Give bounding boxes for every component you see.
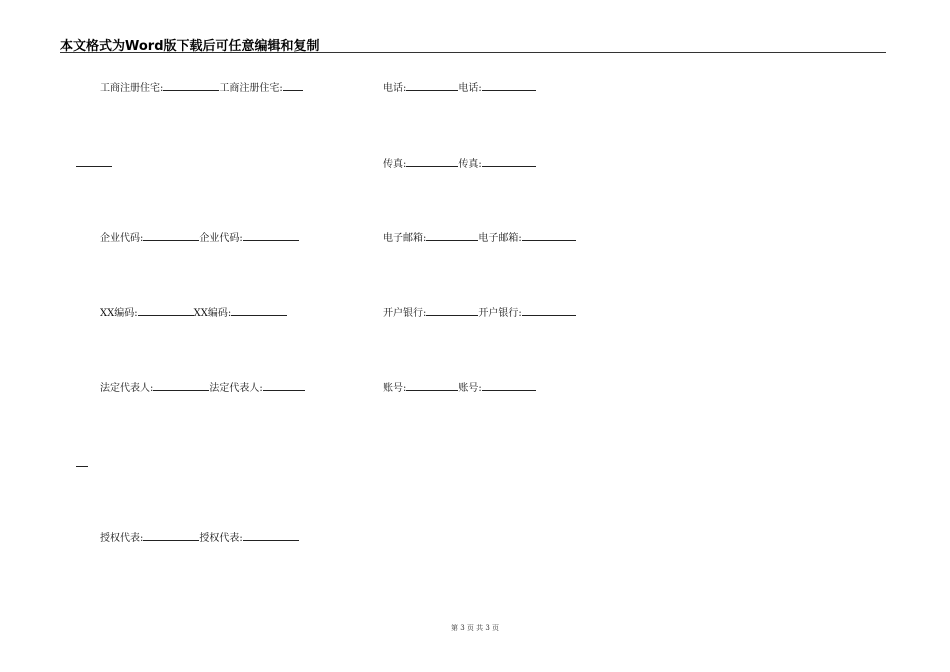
- fax-line: [383, 156, 536, 171]
- email-label-a: 电子邮箱:: [383, 233, 427, 244]
- account-blank-b[interactable]: [482, 380, 536, 391]
- phone-blank-a[interactable]: [406, 80, 458, 91]
- code-label-b: 企业代码:: [199, 233, 243, 244]
- address-blank-a[interactable]: [163, 80, 219, 91]
- phone-line: [383, 80, 536, 95]
- postcode-blank-a[interactable]: [138, 305, 194, 316]
- code-label-a: 企业代码:: [100, 233, 144, 244]
- bank-blank-a[interactable]: [426, 305, 478, 316]
- page-header: [60, 35, 886, 53]
- address-label-a: 工商注册住宅:: [100, 83, 164, 94]
- legal-rep-blank-a[interactable]: [153, 380, 209, 391]
- bank-line: [383, 305, 576, 320]
- legal-rep-continuation: [76, 456, 88, 471]
- email-line: [383, 230, 576, 245]
- legal-rep-label-a: 法定代表人:: [100, 383, 154, 394]
- email-blank-a[interactable]: [426, 230, 478, 241]
- auth-rep-label-b: 授权代表:: [199, 533, 243, 544]
- bank-blank-b[interactable]: [522, 305, 576, 316]
- page-number: 第 3 页 共 3 页: [450, 624, 500, 632]
- auth-rep-blank-a[interactable]: [143, 530, 199, 541]
- legal-rep-blank-continued[interactable]: [76, 456, 88, 467]
- address-label-b: 工商注册住宅:: [219, 83, 283, 94]
- address-continuation: [76, 156, 112, 171]
- bank-label-a: 开户银行:: [383, 308, 427, 319]
- email-blank-b[interactable]: [522, 230, 576, 241]
- enterprise-code-line: [100, 230, 299, 245]
- legal-rep-blank-b[interactable]: [263, 380, 305, 391]
- account-line: [383, 380, 536, 395]
- postcode-blank-b[interactable]: [231, 305, 287, 316]
- email-label-b: 电子邮箱:: [478, 233, 522, 244]
- auth-rep-blank-b[interactable]: [243, 530, 299, 541]
- address-blank-continued[interactable]: [76, 156, 112, 167]
- fax-label-a: 传真:: [383, 159, 407, 170]
- auth-rep-line: [100, 530, 299, 545]
- phone-label-b: 电话:: [458, 83, 482, 94]
- postcode-line: [100, 305, 287, 320]
- address-line: [100, 80, 303, 95]
- bank-label-b: 开户银行:: [478, 308, 522, 319]
- fax-blank-a[interactable]: [406, 156, 458, 167]
- account-label-b: 账号:: [458, 383, 482, 394]
- code-blank-b[interactable]: [243, 230, 299, 241]
- fax-blank-b[interactable]: [482, 156, 536, 167]
- phone-blank-b[interactable]: [482, 80, 536, 91]
- page-footer: [0, 623, 950, 633]
- legal-rep-label-b: 法定代表人:: [209, 383, 263, 394]
- auth-rep-label-a: 授权代表:: [100, 533, 144, 544]
- account-label-a: 账号:: [383, 383, 407, 394]
- header-title: 本文格式为Word版下载后可任意编辑和复制: [60, 39, 320, 54]
- address-blank-b[interactable]: [283, 80, 303, 91]
- code-blank-a[interactable]: [143, 230, 199, 241]
- phone-label-a: 电话:: [383, 83, 407, 94]
- postcode-label-b: XX编码:: [193, 308, 232, 319]
- legal-rep-line: [100, 380, 305, 395]
- account-blank-a[interactable]: [406, 380, 458, 391]
- postcode-label-a: XX编码:: [100, 308, 138, 319]
- fax-label-b: 传真:: [458, 159, 482, 170]
